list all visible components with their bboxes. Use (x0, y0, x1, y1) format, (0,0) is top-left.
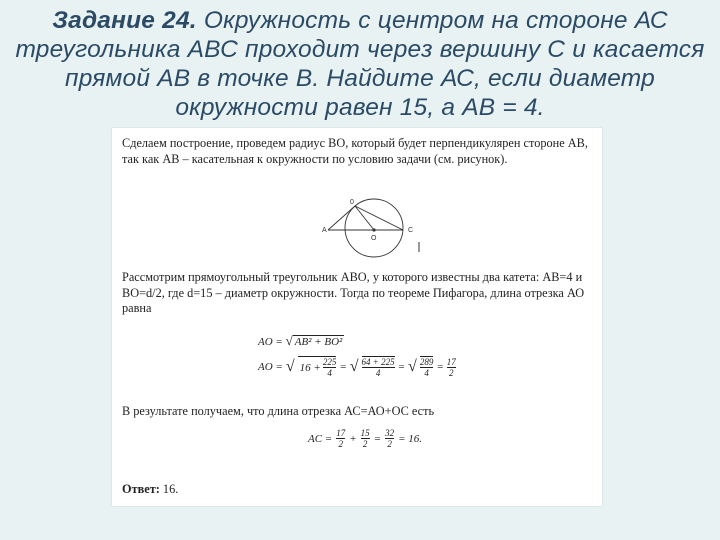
geometry-figure (322, 196, 422, 266)
formula-ao-numeric: AO = √ 16 + $\frac{225}{4}$ = √ $\frac{64 + 225}{4}$ = √ $\frac{289}{4}$ = $\frac{17}{2}$ (258, 356, 456, 378)
answer-value: 16. (162, 482, 179, 496)
center-point (372, 228, 375, 231)
label-a: A (322, 227, 327, 234)
segment-bo (355, 206, 374, 230)
segment-ab (328, 206, 355, 230)
formula-ac: AC = $\frac{17}{2}$ + $\frac{15}{2}$ = $\frac{32}{2}$ = 16. (308, 428, 423, 449)
label-b: 0 (350, 199, 354, 206)
label-c: C (408, 227, 414, 234)
task-header (14, 6, 706, 122)
solution-panel (112, 128, 602, 506)
solution-paragraph-1: Сделаем построение, проведем радиус ВО, который будет перпендикулярен стороне АВ, так как АВ – касательная к окружности по условию задачи (см. рисунок). (122, 136, 588, 166)
solution-paragraph-3: В результате получаем, что длина отрезка АС=АО+ОС есть (122, 404, 435, 418)
answer-line (122, 482, 178, 497)
segment-bc (355, 206, 403, 230)
solution-paragraph-2: Рассмотрим прямоугольный треугольник АВО, у которого известны два катета: АВ=4 и ВО=d/2, где d=15 – диаметр окружности. Тогда по теореме Пифагора, длина отрезка АО равна (122, 270, 585, 315)
formula-ao-general: AO = √ AB² + BO² (258, 333, 343, 348)
label-o: O (371, 235, 377, 242)
task-label: Задание 24. (52, 7, 197, 34)
answer-label: Ответ: (122, 482, 160, 496)
task-text: Окружность с центром на стороне АС треугольника АВС проходит через вершину С и касается прямой АВ в точке В. Найдите АС, если диаметр окружности равен 15, а АВ = 4. (15, 7, 705, 121)
